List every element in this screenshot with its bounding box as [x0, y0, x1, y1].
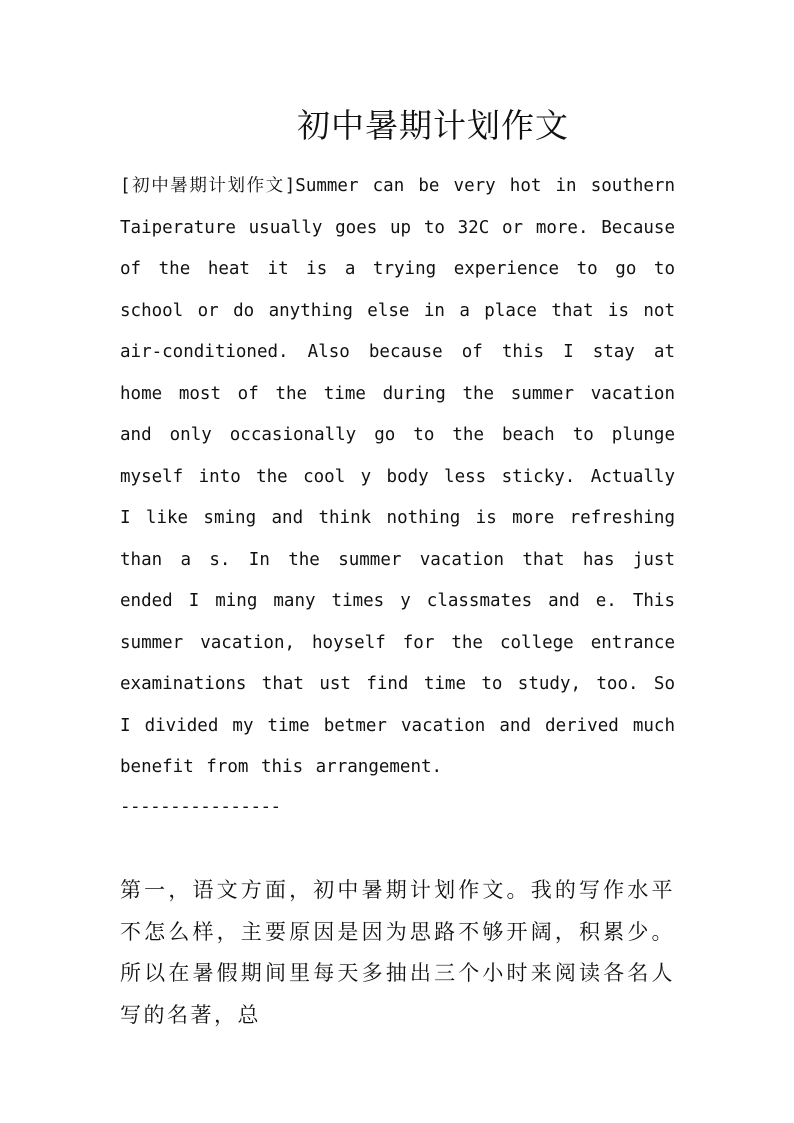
document-title: 初中暑期计划作文 — [297, 106, 569, 145]
english-paragraph: [初中暑期计划作文]Summer can be very hot in southern Taiperature usually goes up to 32C or more. Because of the heat it is a trying experience to go to school or do anything else in a place that is not air-conditioned. Also because of this I stay at home most of the time during the summer vacation and only occasionally go to the beach to plunge myself into the cool y body less sticky. Actually I like sming and think nothing is more refreshing than a s. In the summer vacation that has just ended I ming many times y classmates and e. This summer vacation, hoyself for the college entrance examinations that ust find time to study, too. So I divided my time betmer vacation and derived much benefit from this arrangement. — [120, 176, 675, 777]
chinese-paragraph: 第一，语文方面，初中暑期计划作文。我的写作水平不怎么样，主要原因是因为思路不够开阔，积累少。所以在暑假期间里每天多抽出三个小时来阅读各名人写的名著，总 — [120, 878, 675, 1027]
section-divider: ---------------- — [120, 797, 281, 817]
